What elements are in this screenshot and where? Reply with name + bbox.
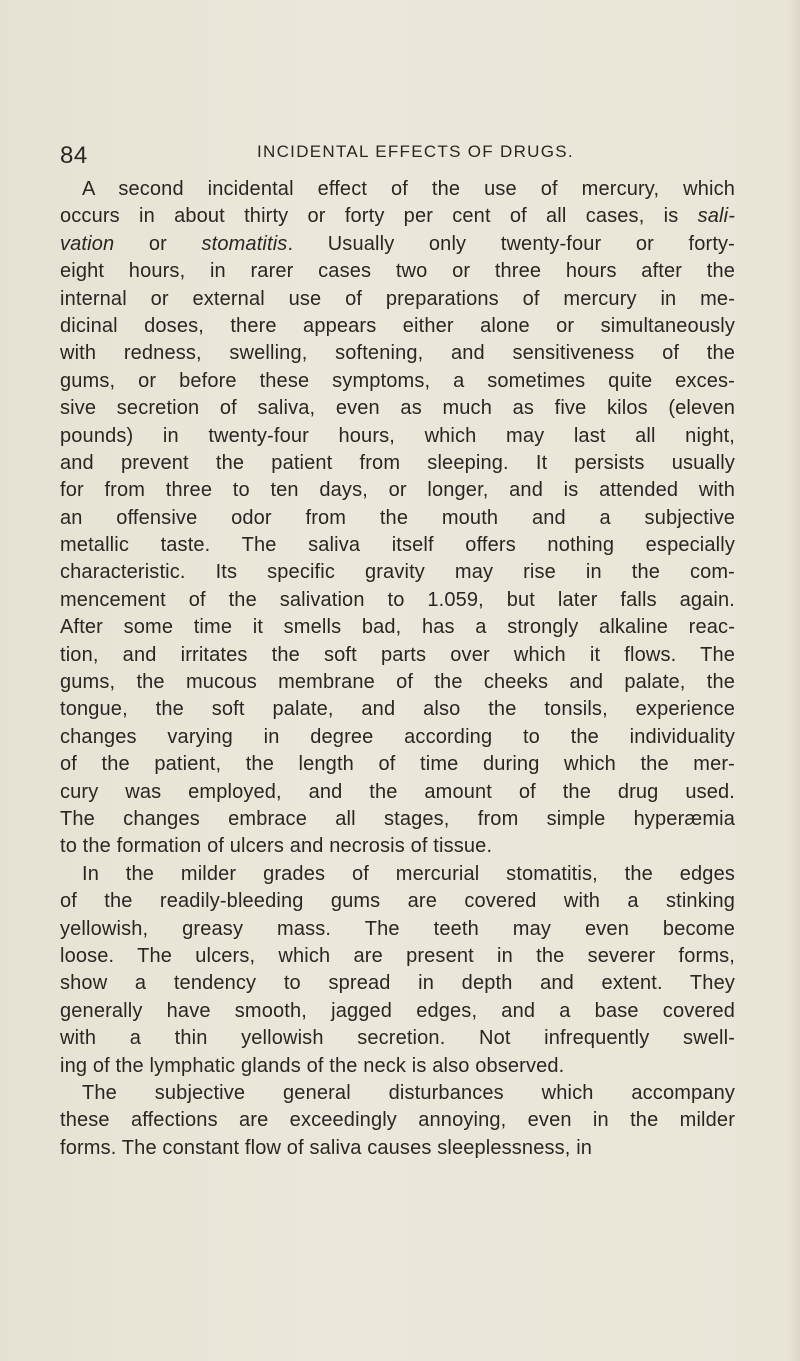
- text-segment: generally have smooth, jagged edges, and a base covered: [60, 999, 735, 1022]
- text-line: [60, 916, 735, 943]
- text-segment: changes varying in degree according to the individuality: [60, 725, 735, 748]
- text-line: [60, 751, 735, 778]
- text-line: [60, 614, 735, 641]
- text-line: [60, 806, 735, 833]
- italic-term: stomatitis: [201, 232, 288, 255]
- text-line: [60, 313, 735, 340]
- text-segment: gums, or before these symptoms, a sometimes quite exces-: [60, 369, 735, 392]
- text-segment: tongue, the soft palate, and also the tonsils, experience: [60, 698, 735, 721]
- text-segment: tion, and irritates the soft parts over which it flows. The: [60, 643, 735, 666]
- text-line: [60, 532, 735, 559]
- text-segment: an offensive odor from the mouth and a subjective: [60, 506, 735, 529]
- text-segment: forms. The constant flow of saliva causes sleeplessness, in: [60, 1136, 593, 1159]
- page-edge-shadow: [786, 0, 800, 1361]
- text-line: [60, 833, 735, 860]
- text-segment: and prevent the patient from sleeping. It persists usually: [60, 451, 735, 474]
- text-line: [60, 258, 735, 285]
- text-segment: eight hours, in rarer cases two or three hours after the: [60, 260, 735, 283]
- text-segment: ing of the lymphatic glands of the neck is also observed.: [60, 1054, 565, 1077]
- text-segment: occurs in about thirty or forty per cent of all cases, is: [60, 205, 698, 228]
- page-header: [60, 138, 730, 168]
- text-line: [60, 642, 735, 669]
- text-line: [60, 423, 735, 450]
- text-line: [60, 368, 735, 395]
- text-line: [60, 998, 735, 1025]
- text-segment: loose. The ulcers, which are present in the severer forms,: [60, 944, 735, 967]
- text-line: [60, 1053, 735, 1080]
- text-segment: show a tendency to spread in depth and extent. They: [60, 972, 735, 995]
- text-segment: gums, the mucous membrane of the cheeks and palate, the: [60, 671, 735, 694]
- text-segment: these affections are exceedingly annoying, even in the milder: [60, 1109, 735, 1132]
- text-line: [60, 231, 735, 258]
- text-segment: . Usually only twenty-four or forty-: [287, 232, 735, 255]
- text-segment: In the milder grades of mercurial stomatitis, the edges: [82, 862, 735, 885]
- text-line: [60, 477, 735, 504]
- text-line: [60, 1080, 735, 1107]
- text-line: [60, 286, 735, 313]
- text-line: [60, 505, 735, 532]
- text-segment: yellowish, greasy mass. The teeth may even become: [60, 917, 735, 940]
- text-segment: The subjective general disturbances which accompany: [82, 1081, 735, 1104]
- text-line: [60, 1107, 735, 1134]
- text-line: [60, 203, 735, 230]
- page-number: 84: [60, 142, 88, 169]
- text-line: [60, 395, 735, 422]
- text-line: [60, 724, 735, 751]
- text-segment: with a thin yellowish secretion. Not infrequently swell-: [60, 1027, 735, 1050]
- text-line: [60, 450, 735, 477]
- body-text: [60, 176, 735, 1162]
- text-segment: The changes embrace all stages, from simple hyperæmia: [60, 807, 735, 830]
- text-line: [60, 1135, 735, 1162]
- text-line: [60, 559, 735, 586]
- text-segment: After some time it smells bad, has a strongly alkaline reac-: [60, 616, 735, 639]
- text-segment: pounds) in twenty-four hours, which may last all night,: [60, 424, 735, 447]
- text-line: [60, 970, 735, 997]
- text-line: [60, 696, 735, 723]
- text-segment: of the readily-bleeding gums are covered with a stinking: [60, 890, 735, 913]
- text-segment: of the patient, the length of time during which the mer-: [60, 753, 735, 776]
- text-line: [60, 340, 735, 367]
- text-line: [60, 176, 735, 203]
- text-segment: with redness, swelling, softening, and sensitiveness of the: [60, 342, 735, 365]
- text-segment: mencement of the salivation to 1.059, but later falls again.: [60, 588, 735, 611]
- italic-term: sali-: [697, 205, 735, 228]
- text-line: [60, 779, 735, 806]
- text-line: [60, 669, 735, 696]
- text-segment: A second incidental effect of the use of mercury, which: [82, 178, 735, 200]
- text-segment: cury was employed, and the amount of the drug used.: [60, 780, 735, 803]
- text-segment: internal or external use of preparations of mercury in me-: [60, 287, 735, 310]
- text-segment: for from three to ten days, or longer, and is attended with: [60, 479, 735, 502]
- text-segment: dicinal doses, there appears either alone or simultaneously: [60, 314, 735, 337]
- running-head: INCIDENTAL EFFECTS OF DRUGS.: [257, 142, 574, 161]
- text-segment: metallic taste. The saliva itself offers nothing especially: [60, 534, 735, 557]
- text-line: [60, 861, 735, 888]
- text-segment: or: [114, 232, 202, 255]
- text-line: [60, 587, 735, 614]
- text-segment: characteristic. Its specific gravity may rise in the com-: [60, 561, 735, 584]
- text-segment: sive secretion of saliva, even as much as five kilos (eleven: [60, 397, 735, 420]
- text-segment: to the formation of ulcers and necrosis of tissue.: [60, 835, 493, 858]
- text-line: [60, 888, 735, 915]
- text-line: [60, 943, 735, 970]
- italic-term: vation: [60, 232, 115, 255]
- text-line: [60, 1025, 735, 1052]
